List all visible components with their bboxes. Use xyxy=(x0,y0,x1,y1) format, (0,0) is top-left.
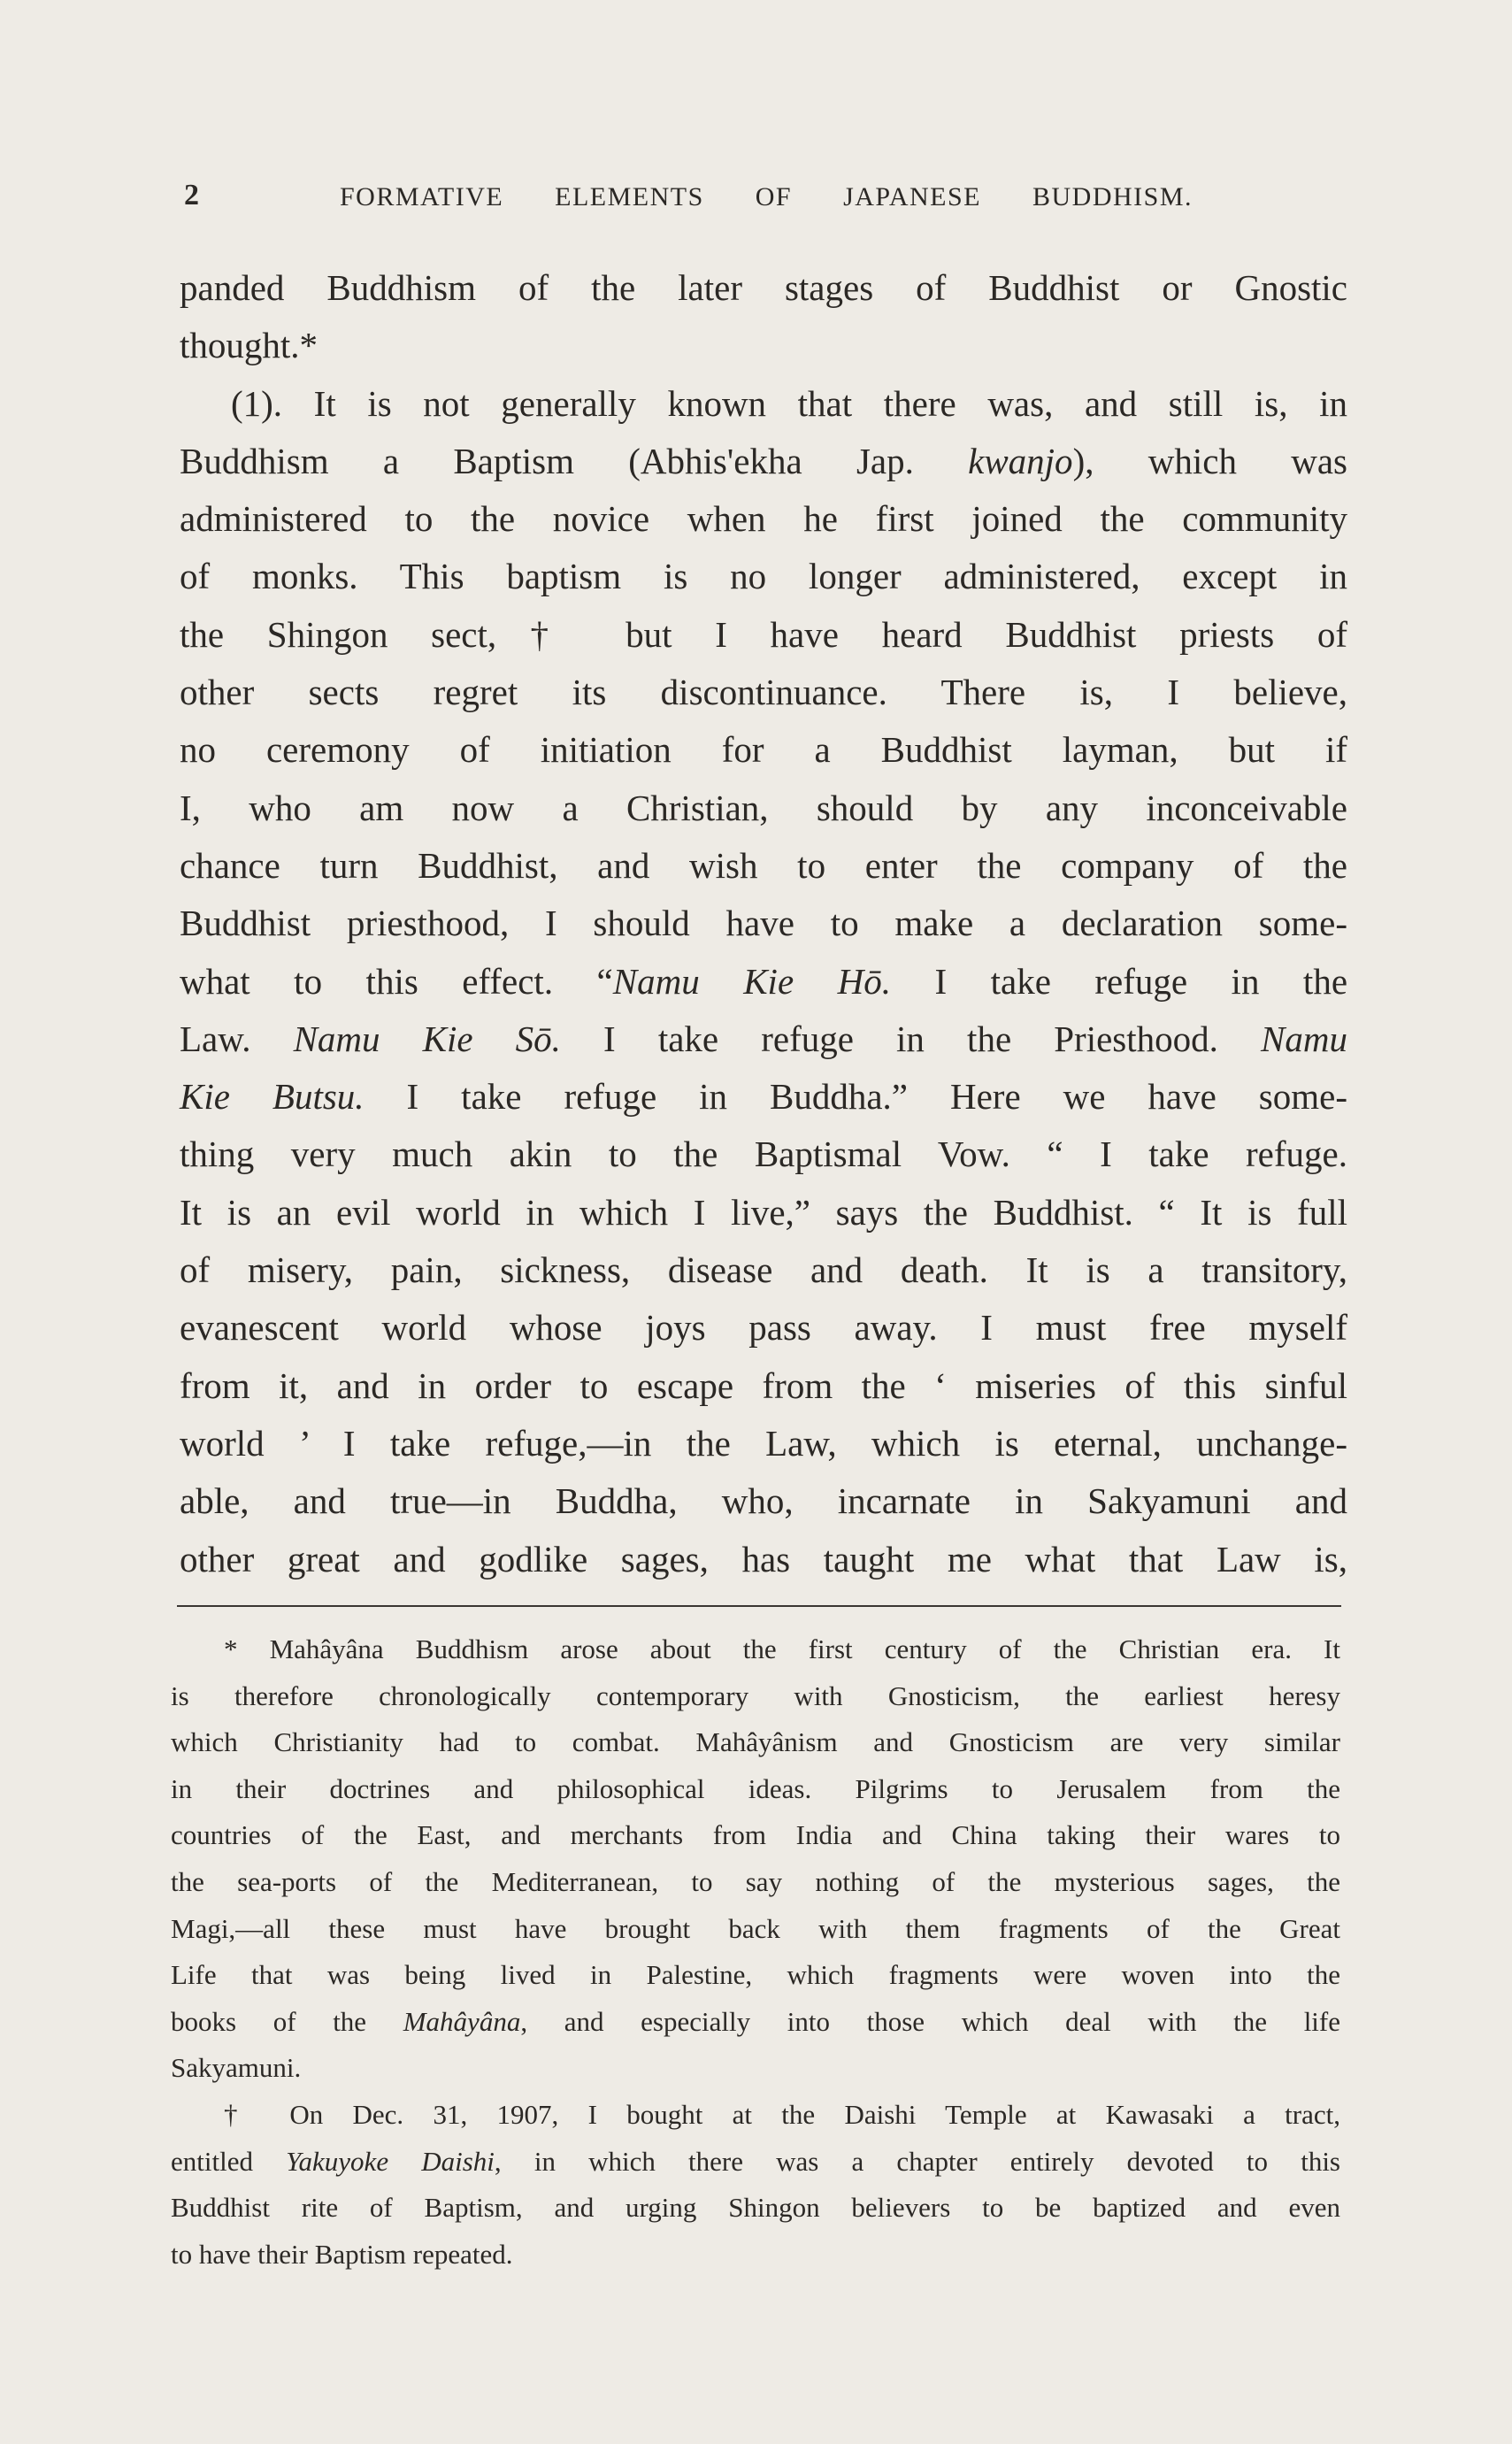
body-line xyxy=(180,1357,1347,1415)
running-title: FORMATIVE ELEMENTS OF JAPANESE BUDDHISM. xyxy=(340,182,1193,211)
footnote-line xyxy=(171,2139,1340,2186)
italic-text: Yakuyoke Daishi xyxy=(286,2145,495,2177)
text-run: which Christianity had to combat. Mahâyânism and Gnosticism are very similar xyxy=(171,1726,1340,1758)
footnote-line xyxy=(171,2185,1340,2232)
body-line xyxy=(180,375,1347,433)
body-line xyxy=(180,664,1347,721)
italic-text: Mahâyâna xyxy=(403,2005,521,2037)
text-run: evanescent world whose joys pass away. I must free myself xyxy=(180,1307,1347,1349)
footnote-line xyxy=(171,1626,1340,1673)
text-run: , and especially into those which deal with the life xyxy=(520,2005,1341,2037)
text-run: other sects regret its discontinuance. There is, I believe, xyxy=(180,672,1347,713)
text-run: countries of the East, and merchants from India and China taking their wares to xyxy=(171,1819,1340,1851)
text-run: world ’ I take refuge,—in the Law, which is eternal, unchange- xyxy=(180,1422,1347,1464)
text-run: It is an evil world in which I live,” says the Buddhist. “ It is full xyxy=(180,1191,1347,1233)
text-run: Magi,—all these must have brought back with them fragments of the Great xyxy=(171,1912,1340,1944)
body-line xyxy=(180,490,1347,548)
footnote-line xyxy=(171,2092,1340,2139)
body-line xyxy=(180,837,1347,895)
body-line xyxy=(180,259,1347,317)
footnote-line xyxy=(171,1766,1340,1813)
text-run: I, who am now a Christian, should by any inconceivable xyxy=(180,787,1347,828)
footnote-rule xyxy=(177,1605,1341,1607)
text-run: no ceremony of initiation for a Buddhist layman, but if xyxy=(180,729,1347,771)
text-run: Sakyamuni. xyxy=(171,2052,302,2084)
body-line xyxy=(180,1011,1347,1068)
footnote-line xyxy=(171,1812,1340,1859)
body-line xyxy=(180,1241,1347,1299)
text-run: Buddhism a Baptism (Abhis'ekha Jap. xyxy=(180,440,969,481)
italic-text: Namu Kie Sō. xyxy=(293,1018,561,1059)
body-line xyxy=(180,895,1347,952)
body-line xyxy=(180,721,1347,779)
body-line xyxy=(180,780,1347,837)
text-run: chance turn Buddhist, and wish to enter the company of the xyxy=(180,844,1347,886)
italic-text: Namu xyxy=(1261,1018,1347,1059)
text-run: entitled xyxy=(171,2145,287,2177)
text-run: of misery, pain, sickness, disease and death. It is a transitory, xyxy=(180,1249,1347,1291)
footnote-line xyxy=(171,1906,1340,1953)
text-run: is therefore chronologically contemporary with Gnosticism, the earliest heresy xyxy=(171,1679,1340,1711)
body-line xyxy=(180,433,1347,490)
body-line xyxy=(180,1415,1347,1472)
text-run: Law. xyxy=(180,1018,294,1059)
text-run: † On Dec. 31, 1907, I bought at the Daishi Temple at Kawasaki a tract, xyxy=(224,2098,1340,2130)
italic-text: kwanjo xyxy=(968,440,1073,481)
footnote-line xyxy=(171,1999,1340,2046)
footnote-line xyxy=(171,2045,1340,2092)
footnote-line xyxy=(171,1673,1340,1720)
text-run: in their doctrines and philosophical ideas. Pilgrims to Jerusalem from the xyxy=(171,1772,1340,1804)
body-line xyxy=(180,548,1347,605)
text-run: from it, and in order to escape from the ‘ miseries of this sinful xyxy=(180,1364,1347,1406)
text-run: other great and godlike sages, has taught me what that Law is, xyxy=(180,1538,1347,1579)
body-line xyxy=(180,1472,1347,1530)
text-run: Buddhist priesthood, I should have to make a declaration some- xyxy=(180,903,1347,944)
footnote-line xyxy=(171,1952,1340,1999)
text-run: Buddhist rite of Baptism, and urging Shingon believers to be baptized and even xyxy=(171,2192,1340,2224)
text-run: * Mahâyâna Buddhism arose about the first century of the Christian era. It xyxy=(224,1633,1340,1664)
text-run: Life that was being lived in Palestine, which fragments were woven into the xyxy=(171,1959,1340,1991)
text-run: books of the xyxy=(171,2005,403,2037)
text-run: able, and true—in Buddha, who, incarnate in Sakyamuni and xyxy=(180,1480,1347,1522)
body-line xyxy=(180,1068,1347,1126)
text-run: panded Buddhism of the later stages of Buddhist or Gnostic xyxy=(180,267,1347,308)
italic-text: Kie Butsu. xyxy=(180,1076,365,1118)
text-run: (1). It is not generally known that there was, and still is, in xyxy=(231,382,1347,424)
italic-text: Namu Kie Hō. xyxy=(612,960,891,1002)
text-run: to have their Baptism repeated. xyxy=(171,2238,513,2270)
body-line xyxy=(180,1184,1347,1241)
text-run: I take refuge in the Priesthood. xyxy=(560,1018,1262,1059)
text-run: I take refuge in the xyxy=(890,960,1348,1002)
body-line xyxy=(180,1126,1347,1183)
page-number: 2 xyxy=(184,179,199,211)
body-line xyxy=(180,1531,1347,1588)
body-line xyxy=(180,953,1347,1011)
footnote-line xyxy=(171,2232,1340,2279)
footnotes xyxy=(171,1626,1340,2278)
body-text xyxy=(180,259,1347,1588)
text-run: of monks. This baptism is no longer administered, except in xyxy=(180,556,1347,597)
text-run: what to this effect. “ xyxy=(180,960,613,1002)
text-run: administered to the novice when he first joined the community xyxy=(180,498,1347,540)
text-run: , in which there was a chapter entirely devoted to this xyxy=(494,2145,1340,2177)
text-run: the Shingon sect,† but I have heard Buddhist priests of xyxy=(180,613,1347,655)
body-line xyxy=(180,606,1347,664)
text-run: the sea-ports of the Mediterranean, to say nothing of the mysterious sages, the xyxy=(171,1865,1340,1897)
footnote-line xyxy=(171,1719,1340,1766)
text-run: ), which was xyxy=(1072,440,1347,481)
text-run: thought.* xyxy=(180,325,319,366)
body-line xyxy=(180,1299,1347,1356)
body-line xyxy=(180,317,1347,374)
text-run: thing very much akin to the Baptismal Vow. “ I take refuge. xyxy=(180,1134,1347,1175)
footnote-line xyxy=(171,1859,1340,1906)
text-run: I take refuge in Buddha.” Here we have some- xyxy=(364,1076,1347,1118)
